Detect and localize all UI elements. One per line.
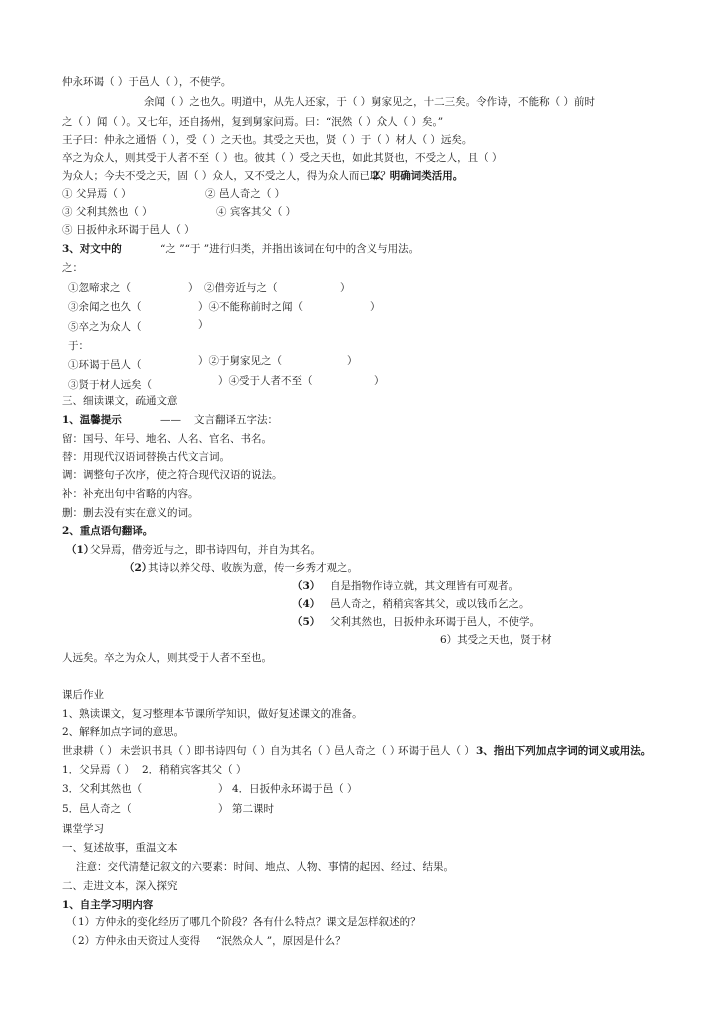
item-number: （1） — [66, 544, 95, 556]
text-line: 注意：交代清楚记叙文的六要素：时间、地点、人物、事情的起因、经过、结果。 — [76, 861, 454, 873]
section-heading: 第二课时 — [232, 803, 274, 815]
list-item: ⑤ 日扳仲永环谒于邑人（ ） — [62, 224, 195, 236]
text-line: 文言翻译五字法： — [194, 414, 278, 426]
text-fragment: ） — [374, 375, 385, 387]
section-heading: 3、对文中的 — [62, 243, 122, 255]
text-line: 卒之为众人，则其受于人者不至（ ）也。彼其（ ）受之天也，如此其贤也，不受之人，且（ ） — [62, 152, 503, 164]
text-line: 2、解释加点字词的意思。 — [62, 726, 185, 738]
text-line: 为众人；今夫不受之天，固（ ）众人，又不受之人，得为众人而已耶？ — [62, 170, 391, 182]
text-fragment: ） — [198, 319, 209, 331]
section-heading: 2、重点语句翻译。 — [62, 525, 154, 537]
list-item: ①忽啼求之（ — [68, 282, 131, 294]
text-line: 替：用现代汉语词替换古代文言词。 — [62, 451, 230, 463]
list-item: ① 父异焉（ ） — [62, 188, 132, 200]
text-fragment: （ — [66, 916, 77, 928]
text-line: 王子曰：仲永之通悟（ ），受（ ）之天也。其受之天也，贤（ ）于（ ）材人（ ）远矣。 — [62, 134, 473, 146]
text-line: 父利其然也，日扳仲永环谒于邑人，不使学。 — [330, 616, 540, 628]
list-item: ③ 父利其然也（ ） — [62, 206, 153, 218]
list-item: ②借旁近与之（ — [204, 282, 278, 294]
section-heading: 三、细读课文，疏通文意 — [62, 395, 178, 407]
list-item: ③余闻之也久（ — [68, 301, 142, 313]
text-line: 仲永环谒（ ）于邑人（ ），不使学。 — [62, 76, 232, 88]
text-line: 补：补充出句中省略的内容。 — [62, 488, 199, 500]
list-item: ）④不能称前时之闻（ — [198, 301, 303, 313]
text-line: 留：国号、年号、地名、人名、官名、书名。 — [62, 433, 272, 445]
list-item: ）④受于人者不至（ — [218, 375, 313, 387]
text-fragment: ） — [188, 282, 199, 294]
text-line: 6）其受之天也，贤于材 — [440, 634, 552, 646]
list-item: 1．父异焉（ ） — [62, 764, 136, 776]
list-item: ①环谒于邑人（ — [68, 359, 142, 371]
item-number: （3） — [292, 580, 321, 592]
text-fragment: ） — [340, 282, 351, 294]
text-line: 1、熟读课文，复习整理本节课所学知识，做好复述课文的准备。 — [62, 708, 363, 720]
item-number: （5） — [292, 616, 321, 628]
question-line: 1）方仲永的变化经历了哪几个阶段？各有什么特点？课文是怎样叙述的？ — [78, 916, 421, 928]
text-line: 之（ ）闻（ ）。又七年，还自扬州，复到舅家问焉。曰：“泯然（ ）众人（ ）矣。” — [62, 116, 444, 128]
list-item: ）②于舅家见之（ — [198, 355, 282, 367]
text-line: 调：调整句子次序，使之符合现代汉语的说法。 — [62, 469, 283, 481]
text-line: “之 ”“于 ”进行归类，并指出该词在句中的含义与用法。 — [160, 243, 420, 255]
item-number: （2） — [124, 562, 153, 574]
section-heading: 2、明确词类活用。 — [372, 170, 464, 182]
list-item: 5．邑人奇之（ — [62, 803, 132, 815]
section-heading: 课堂学习 — [62, 823, 104, 835]
text-line: 邑人奇之，稍稍宾客其父，或以钱币乞之。 — [330, 598, 530, 610]
text-fragment: —— — [160, 414, 181, 426]
list-item: 即书诗四句（ ） — [194, 745, 271, 757]
list-item: ② 邑人奇之（ ） — [205, 188, 286, 200]
text-line: 余闻（ ）之也久。明道中，从先人还家，于（ ）舅家见之，十二三矣。令作诗，不能称（ ）前时 — [144, 96, 596, 108]
text-line: 其诗以养父母、收族为意，传一乡秀才观之。 — [148, 562, 358, 574]
text-line: 自是指物作诗立就，其文理皆有可观者。 — [330, 580, 519, 592]
text-line: 人远矣。卒之为众人，则其受于人者不至也。 — [62, 652, 272, 664]
section-heading: 二、走进文本，深入探究 — [62, 880, 178, 892]
section-heading: 1、自主学习明内容 — [62, 899, 154, 911]
section-heading: 课后作业 — [62, 689, 104, 701]
section-heading: 3、指出下列加点字词的词义或用法。 — [476, 745, 652, 757]
text-fragment: ） — [218, 803, 229, 815]
text-fragment: ） — [347, 355, 358, 367]
question-line: 2）方仲永由天资过人变得 — [78, 935, 201, 947]
text-line: 于： — [68, 340, 89, 352]
list-item: 未尝识书具（ ） — [120, 745, 197, 757]
text-fragment: （ — [66, 935, 77, 947]
list-item: 邑人奇之（ ） — [334, 745, 401, 757]
list-item: 自为其名（ ） — [270, 745, 337, 757]
text-fragment: ） — [218, 783, 229, 795]
text-line: 之： — [62, 262, 83, 274]
list-item: 4．日扳仲永环谒于邑（ ） — [232, 783, 358, 795]
list-item: ④ 宾客其父（ ） — [216, 206, 297, 218]
list-item: ③贤于材人远矣（ — [68, 379, 152, 391]
item-number: （4） — [292, 598, 321, 610]
text-fragment: ） — [370, 301, 381, 313]
text-line: 删：删去没有实在意义的词。 — [62, 507, 199, 519]
list-item: 2．稍稍宾客其父（ ） — [142, 764, 247, 776]
list-item: 3．父利其然也（ — [62, 783, 143, 795]
list-item: ⑤卒之为众人（ — [68, 321, 142, 333]
question-line: “泯然众人 ”，原因是什么？ — [216, 935, 346, 947]
text-line: 父异焉，借旁近与之，即书诗四句，并自为其名。 — [90, 544, 321, 556]
section-heading: 1、温馨提示 — [62, 414, 122, 426]
section-heading: 一、复述故事，重温文本 — [62, 842, 178, 854]
list-item: 环谒于邑人（ ） — [398, 745, 475, 757]
list-item: 世隶耕（ ） — [62, 745, 118, 757]
